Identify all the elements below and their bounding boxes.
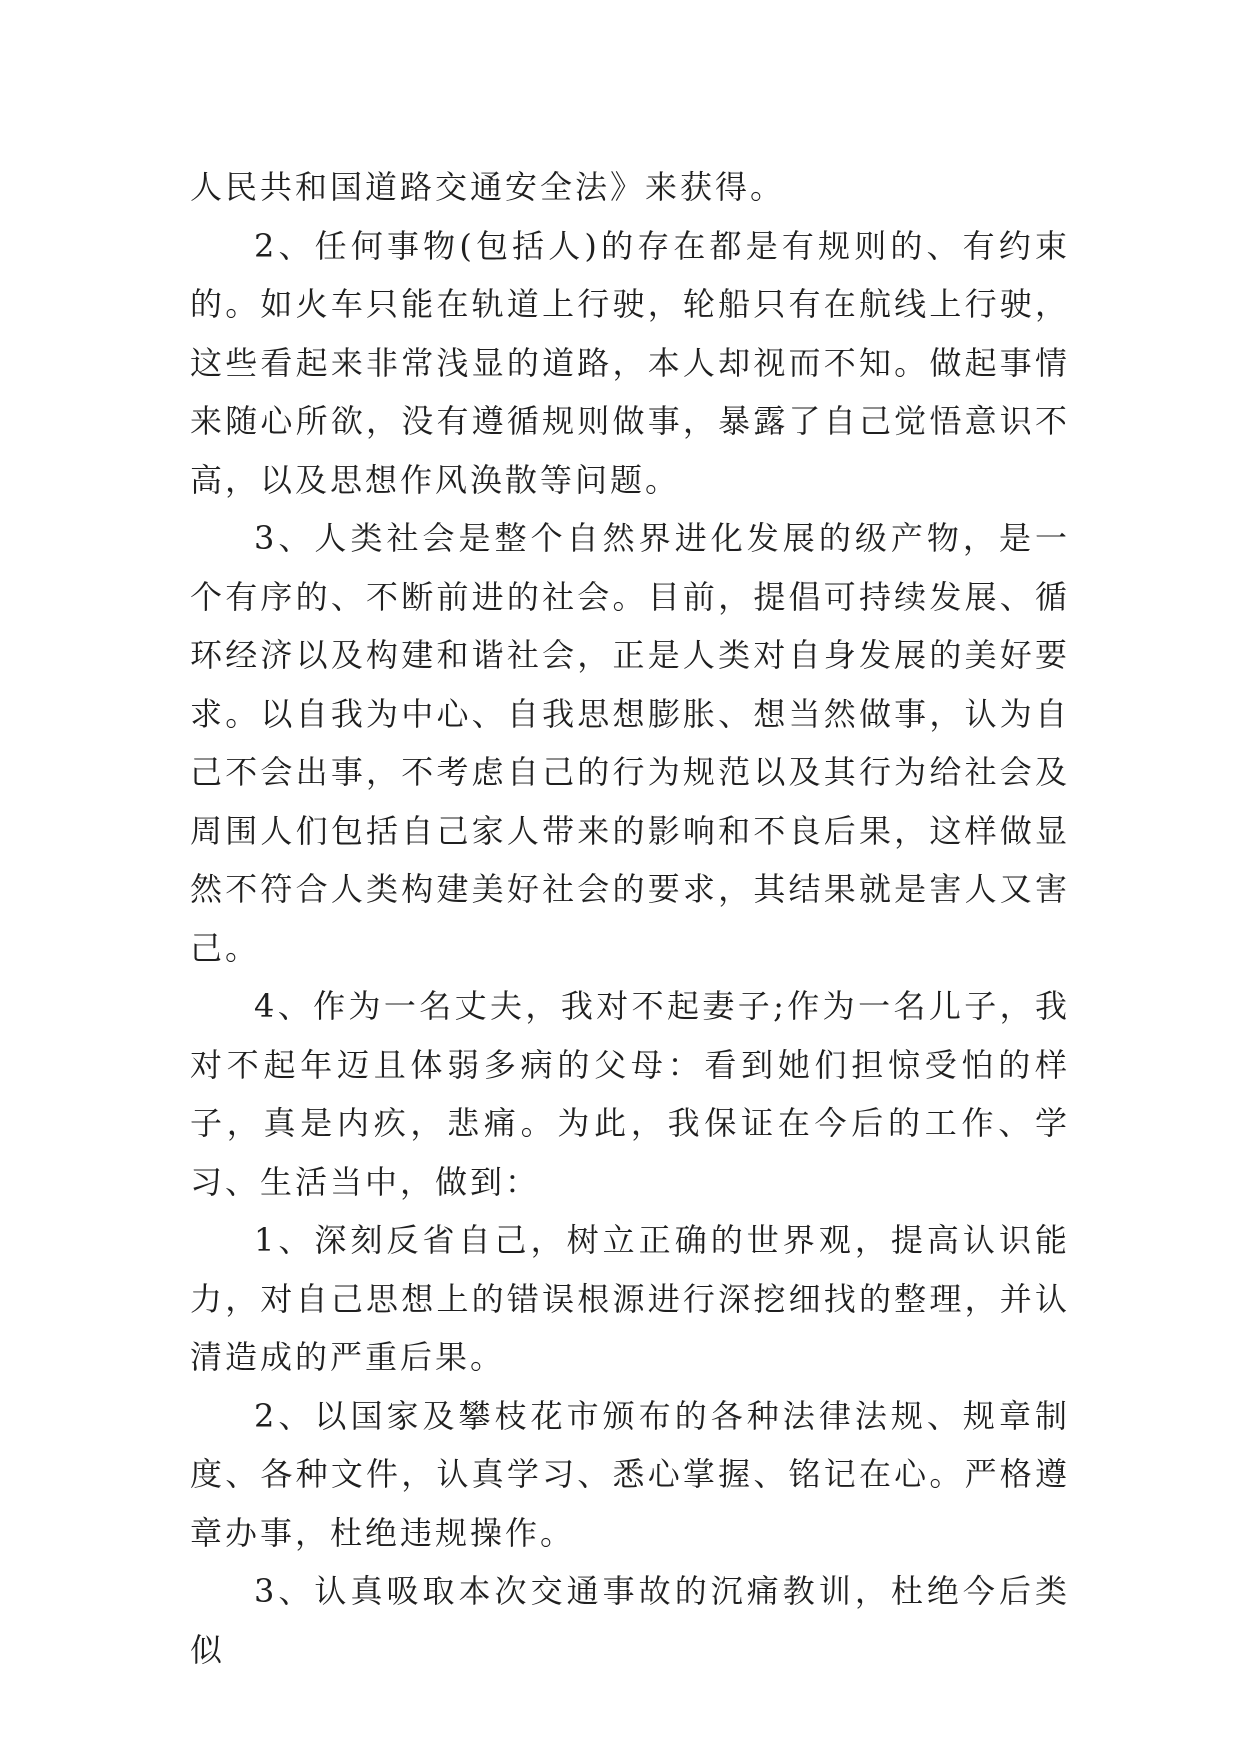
paragraph-pledge-3: 3、认真吸取本次交通事故的沉痛教训，杜绝今后类似: [190, 1572, 1070, 1669]
paragraph-reflection-2: 2、任何事物(包括人)的存在都是有规则的、有约束的。如火车只能在轨道上行驶，轮船只有在航线上行驶，这些看起来非常浅显的道路，本人却视而不知。做起事情来随心所欲，没有遵循规则做事，暴露了自己觉悟意识不高，以及思想作风涣散等问题。: [190, 226, 1070, 499]
document-body: [190, 158, 1070, 1679]
paragraph-reflection-4: 4、作为一名丈夫，我对不起妻子;作为一名儿子，我对不起年迈且体弱多病的父母：看到她们担惊受怕的样子，真是内疚，悲痛。为此，我保证在今后的工作、学习、生活当中，做到：: [190, 987, 1070, 1201]
paragraph-pledge-1: 1、深刻反省自己，树立正确的世界观，提高认识能力，对自己思想上的错误根源进行深挖细找的整理，并认清造成的严重后果。: [190, 1221, 1070, 1376]
paragraph-pledge-2: 2、以国家及攀枝花市颁布的各种法律法规、规章制度、各种文件，认真学习、悉心掌握、铭记在心。严格遵章办事，杜绝违规操作。: [190, 1396, 1070, 1552]
paragraph-reflection-3: 3、人类社会是整个自然界进化发展的级产物，是一个有序的、不断前进的社会。目前，提倡可持续发展、循环经济以及构建和谐社会，正是人类对自身发展的美好要求。以自我为中心、自我思想膨胀、想当然做事，认为自己不会出事，不考虑自己的行为规范以及其行为给社会及周围人们包括自己家人带来的影响和不良后果，这样做显然不符合人类构建美好社会的要求，其结果就是害人又害己。: [190, 519, 1070, 967]
paragraph-intro-continuation: 人民共和国道路交通安全法》来获得。: [190, 168, 786, 206]
